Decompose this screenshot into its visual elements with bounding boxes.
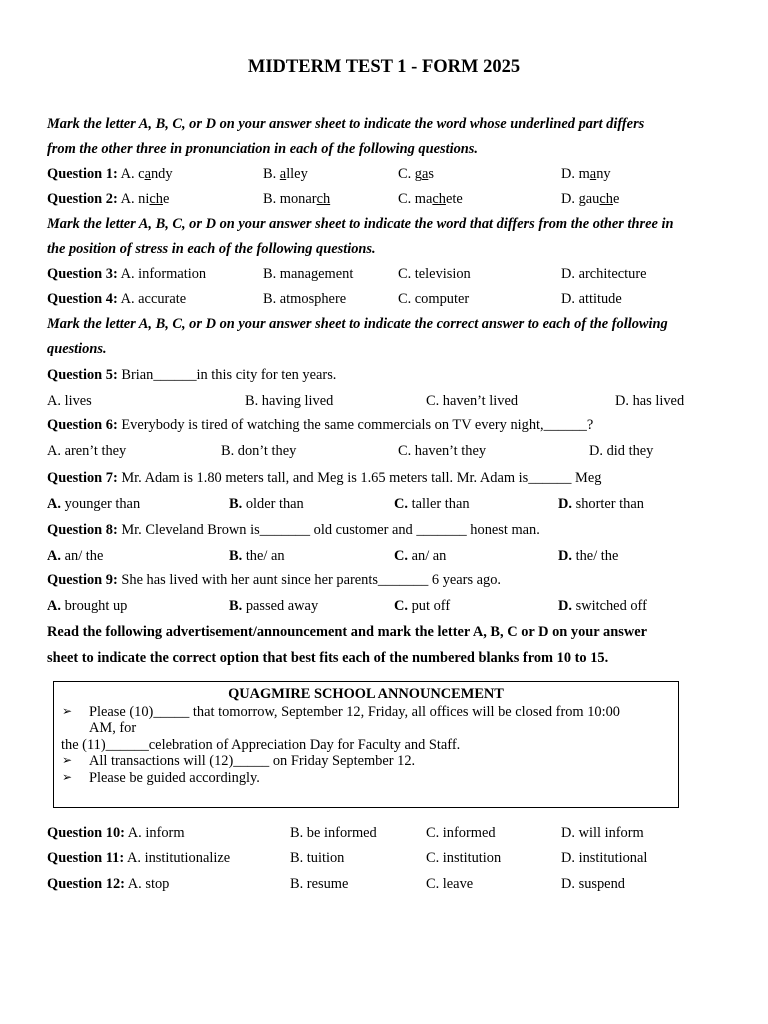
question-5-options — [0, 390, 768, 412]
announcement-line: Please (10)_____ that tomorrow, September 12, Friday, all offices will be closed from 10:00 — [89, 704, 621, 720]
option-b: B. tuition — [290, 850, 345, 866]
announcement-line: AM, for — [89, 720, 137, 736]
option-c: C. informed — [426, 825, 496, 841]
question-label: Question 2 — [47, 191, 113, 207]
question-stem: Mr. Cleveland Brown is_______ old customer and _______ honest man. — [121, 522, 540, 538]
instructions-reading — [47, 619, 727, 671]
announcement-line: All transactions will (12)_____ on Friday September 12. — [89, 753, 416, 769]
question-stem: Mr. Adam is 1.80 meters tall, and Meg is 1.65 meters tall. Mr. Adam is______ Meg — [121, 470, 602, 486]
instructions-grammar — [47, 312, 727, 362]
question-10 — [0, 822, 768, 844]
option-d: D. the/ the — [558, 548, 619, 564]
arrow-bullet-icon: ➢ — [62, 753, 73, 767]
option-c: C. taller than — [394, 496, 470, 512]
option-d: D. switched off — [558, 598, 647, 614]
question-label: Question 7 — [47, 470, 113, 486]
question-8-stem: Question 8: Mr. Cleveland Brown is_______ old customer and _______ honest man. — [47, 522, 540, 538]
option-a: A. information — [120, 266, 207, 282]
question-12 — [0, 873, 768, 895]
option-b: B. atmosphere — [263, 291, 347, 307]
question-6-options — [0, 440, 768, 462]
question-11 — [0, 847, 768, 869]
question-stem: Everybody is tired of watching the same commercials on TV every night,______? — [121, 417, 594, 433]
instructions-pronunciation — [47, 112, 727, 162]
option-a: A. accurate — [120, 291, 187, 307]
option-d: D. architecture — [561, 266, 647, 282]
question-label: Question 3 — [47, 266, 113, 282]
option-a: A. inform — [127, 825, 185, 841]
option-b: B. alley — [263, 166, 308, 182]
option-d: D. did they — [589, 443, 654, 459]
instruction-line: the position of stress in each of the following questions. — [47, 241, 376, 257]
question-4: Question 4: A. accurate B. atmosphere C. computer D. attitude — [0, 288, 768, 310]
question-7-options — [0, 493, 768, 515]
option-b: B. don’t they — [221, 443, 297, 459]
option-a: A. brought up — [47, 598, 128, 614]
option-c: C. machete — [398, 191, 463, 207]
option-d: D. has lived — [615, 393, 685, 409]
question-5-stem: Question 5: Brian______in this city for ten years. — [47, 367, 337, 383]
question-label: Question 8 — [47, 522, 113, 538]
question-6-stem: Question 6: Everybody is tired of watching the same commercials on TV every night,______? — [47, 417, 594, 433]
arrow-bullet-icon: ➢ — [62, 770, 73, 784]
question-stem: She has lived with her aunt since her parents_______ 6 years ago. — [121, 572, 502, 588]
question-label: Question 5 — [47, 367, 113, 383]
announcement-box — [53, 681, 679, 808]
option-b: B. having lived — [245, 393, 334, 409]
announcement-line: Please be guided accordingly. — [89, 770, 260, 786]
question-3: Question 3: A. information B. management C. television D. architecture — [0, 263, 768, 285]
option-a: A. an/ the — [47, 548, 104, 564]
option-c: C. haven’t lived — [426, 393, 519, 409]
announcement-line: the (11)______celebration of Appreciation Day for Faculty and Staff. — [61, 737, 461, 753]
instruction-line: Mark the letter A, B, C, or D on your answer sheet to indicate the word whose underlined part differs — [47, 116, 645, 132]
option-b: B. the/ an — [229, 548, 285, 564]
instruction-line: sheet to indicate the correct option that best fits each of the numbered blanks from 10 to 15. — [47, 650, 609, 666]
question-9-options — [0, 595, 768, 617]
option-d: D. gauche — [561, 191, 620, 207]
question-8-options — [0, 545, 768, 567]
question-7-stem: Question 7: Mr. Adam is 1.80 meters tall, and Meg is 1.65 meters tall. Mr. Adam is______ Meg — [47, 470, 602, 486]
option-c: C. an/ an — [394, 548, 447, 564]
instruction-line: Read the following advertisement/announcement and mark the letter A, B, C or D on your answer — [47, 624, 647, 640]
instruction-line: Mark the letter A, B, C, or D on your answer sheet to indicate the word that differs from the other three in — [47, 216, 674, 232]
question-label: Question 4 — [47, 291, 113, 307]
question-2: Question 2: A. niche B. monarch C. machete D. gauche — [0, 188, 768, 210]
option-d: D. will inform — [561, 825, 644, 841]
option-d: D. attitude — [561, 291, 622, 307]
arrow-bullet-icon: ➢ — [62, 704, 73, 718]
option-a: A. niche — [120, 191, 170, 207]
option-c: C. haven’t they — [398, 443, 487, 459]
instruction-line: questions. — [47, 341, 107, 357]
question-label: Question 12: — [47, 876, 125, 892]
instruction-line: Mark the letter A, B, C, or D on your answer sheet to indicate the correct answer to each of the following — [47, 316, 668, 332]
option-b: B. resume — [290, 876, 349, 892]
option-c: C. gas — [398, 166, 434, 182]
option-a: A. candy — [120, 166, 173, 182]
question-1: Question 1: A. candy B. alley C. gas D. many — [0, 163, 768, 185]
question-label: Question 6 — [47, 417, 113, 433]
option-b: B. older than — [229, 496, 304, 512]
option-a: A. stop — [127, 876, 170, 892]
option-d: D. many — [561, 166, 611, 182]
question-stem: Brian______in this city for ten years. — [121, 367, 337, 383]
page-title: MIDTERM TEST 1 - FORM 2025 — [247, 57, 521, 77]
option-b: B. management — [263, 266, 354, 282]
option-b: B. passed away — [229, 598, 319, 614]
option-d: D. institutional — [561, 850, 648, 866]
option-a: A. lives — [47, 393, 92, 409]
instruction-line: from the other three in pronunciation in each of the following questions. — [47, 141, 478, 157]
option-c: C. leave — [426, 876, 474, 892]
option-c: C. put off — [394, 598, 451, 614]
question-label: Question 10: — [47, 825, 125, 841]
option-d: D. suspend — [561, 876, 625, 892]
option-b: B. monarch — [263, 191, 331, 207]
question-label: Question 1 — [47, 166, 113, 182]
instructions-stress — [47, 212, 727, 262]
question-label: Question 9 — [47, 572, 113, 588]
option-a: A. younger than — [47, 496, 141, 512]
question-label: Question 11: — [47, 850, 125, 866]
option-c: C. television — [398, 266, 471, 282]
question-9-stem: Question 9: She has lived with her aunt since her parents_______ 6 years ago. — [47, 572, 502, 588]
option-a: A. institutionalize — [126, 850, 231, 866]
announcement-title: QUAGMIRE SCHOOL ANNOUNCEMENT — [228, 686, 504, 702]
option-c: C. institution — [426, 850, 502, 866]
option-b: B. be informed — [290, 825, 377, 841]
option-d: D. shorter than — [558, 496, 644, 512]
option-a: A. aren’t they — [47, 443, 127, 459]
option-c: C. computer — [398, 291, 470, 307]
